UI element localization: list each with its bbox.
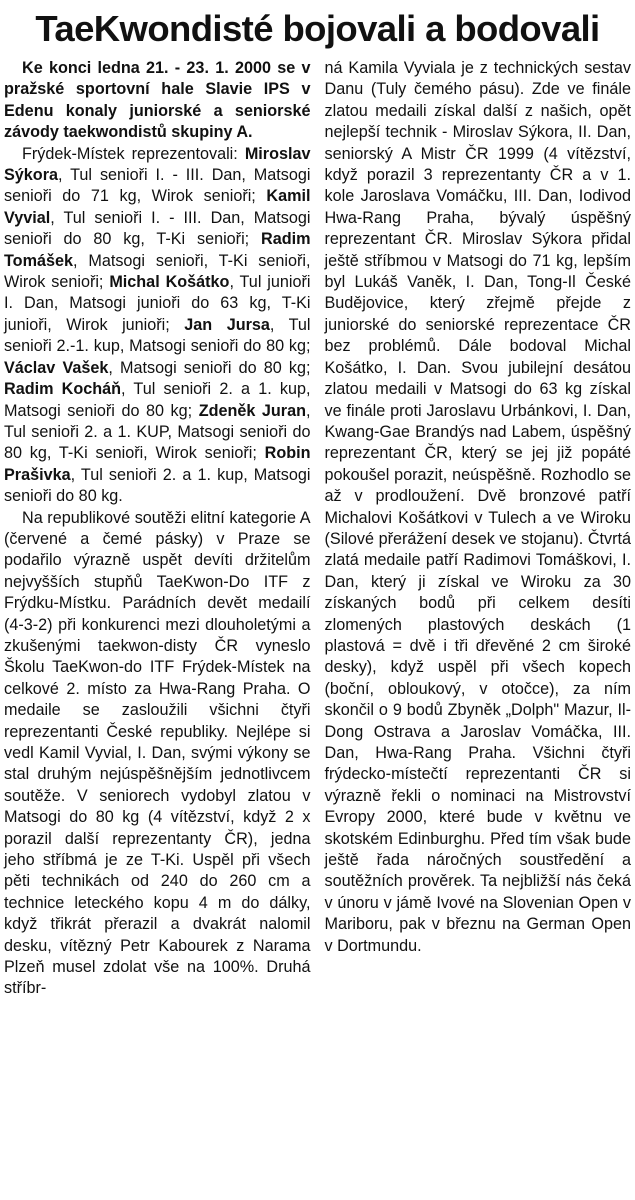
athlete-events: , Tul senioři I. - III. Dan, Matsogi senioři do 80 kg, T-Ki senioři; [4, 208, 311, 249]
athlete-events: , Tul senioři 2. a 1. kup, Matsogi senioři do 80 kg; [4, 380, 311, 420]
athlete-name: Radim Tomášek [4, 230, 311, 270]
roster-intro: Frýdek-Místek reprezentovali: [22, 144, 245, 163]
athlete-name: Kamil Vyvial [4, 187, 311, 227]
athlete-name: Robin Prašivka [4, 444, 311, 484]
right-column [325, 58, 632, 1000]
athlete-name: Radim Kocháň [4, 380, 122, 399]
athlete-name: Jan Jursa [184, 315, 270, 334]
athlete-name: Miroslav Sýkora [4, 144, 311, 185]
athlete-name: Michal Košátko [109, 273, 230, 292]
headline: TaeKwondisté bojovali a bodovali [35, 8, 600, 49]
results-paragraph: Na republikové soutěži elitní kategorie A (červené a čemé pásky) v Praze se podařilo výrazně uspět devíti držitelům nejvyšších stupňů TaeKwon-Do ITF z Frýdku-Místku. Parádních devět medailí (4-3-2) při konkurenci mezi dlouholetými a zkušenými taekwon-disty ČR vyneslo Školu TaeKwon-do ITF Frýdek-Místek na celkové 2. místo za Hwa-Rang Praha. O medaile se zasloužili všichni čtyři reprezentanti České republiky. Nejlépe si vedl Kamil Vyvial, I. Dan, svými výkony se stal druhým nejúspěšnějším jednotlivcem soutěže. V seniorech vydobyl zlatou v Matsogi do 80 kg (4 vítězství, když 2 x porazil další reprezentanty ČR), jedna jeho stříbmá je ze T-Ki. Uspěl při všech pěti technikách od 240 do 260 cm a technice leteckého kopu 4 m do dálky, když třikrát přerazil a dvakrát nalomil desku, vítězný Petr Kabourek z Narama Plzeň musel zdolat vše na 100%. Druhá stříbr- [4, 508, 311, 998]
athlete-events: , Tul senioři 2.-1. kup, Matsogi senioři do 80 kg; [4, 315, 311, 356]
athlete-events: , Tul senioři I. - III. Dan, Matsogi senioři do 71 kg, Wirok senioři; [4, 166, 311, 206]
left-column [4, 58, 311, 1000]
athlete-events: , Tul junioři I. Dan, Matsogi junioři do 63 kg, T-Ki junioři, Wirok junioři; [4, 273, 311, 334]
article-body [4, 58, 631, 1000]
athlete-events: , Matsogi senioři do 80 kg; [108, 358, 311, 377]
lead-paragraph: Ke konci ledna 21. - 23. 1. 2000 se v pražské sportovní hale Slavie IPS v Edenu konaly juniorské a seniorské závody taekwondistů skupiny A. [4, 59, 311, 142]
athlete-name: Václav Vašek [4, 358, 109, 377]
athlete-events: , Tul senioři 2. a 1. kup, Matsogi senioři do 80 kg. [4, 465, 311, 506]
results-continued-paragraph: ná Kamila Vyviala je z technických sestav Danu (Tuly čemého pásu). Zde ve finále zlatou medaili získal další z našich, opět nejlepší technik - Miroslav Sýkora, II. Dan, seniorský A Mistr ČR 1999 (4 vítězství, když porazil 3 reprezentanty ČR a v 1. kole Jaroslava Vomáčku, III. Dan, Iodivod Hwa-Rang Praha, bývalý úspěšný reprezentant ČR. Miroslav Sýkora přidal ještě stříbmou v Matsogi do 71 kg, lepším byl Lukáš Vaněk, I. Dan, Tong-Il České Budějovice, který zřejmě přejde z juniorské do seniorské reprezentace ČR bez problémů. Dále bodoval Michal Košátko, I. Dan. Svou jubilejní desátou zlatou medaili v Matsogi do 63 kg získal ve finále proti Jaroslavu Urbánkovi, I. Dan, Kwang-Gae Brandýs nad Labem, úspěšný reprezentant ČR, který se jej již popáté pokoušel porazit, neúspěšně. Rozhodlo se až v prodloužení. Dvě bronzové patří Michalovi Košátkovi v Tulech a ve Wiroku (Silové přerážení desek ve stojanu). Čtvrtá zlatá medaile patří Radimovi Tomáškovi, I. Dan, který ji získal ve Wiroku za 30 získaných bodů při celkem desíti zlomených plastových deskách (1 plastová = dvě i tři dřevěné 2 cm široké desky), když uspěl při všech kopech (boční, obloukový, v otočce), za ním skončil o 9 bodů Zbyněk „Dolph" Mazur, Il-Dong Ostrava a Jaroslav Vomáčka, III. Dan, Hwa-Rang Praha. Všichni čtyři frýdecko-místečtí reprezentanti ČR si výrazně řekli o nominaci na Mistrovství Evropy 2000, které bude v květnu ve skotském Edinburghu. Před tím však bude ještě řada náročných soustředění a soutěžních prověrek. Ta nejbližší nás čeká v únoru v jámě Ivové na Slovenian Open v Mariboru, pak v březnu na German Open v Dortmundu. [324, 59, 631, 955]
athlete-events: , Matsogi senioři, T-Ki senioři, Wirok senioři; [4, 251, 311, 292]
athlete-events: , Tul senioři 2. a 1. KUP, Matsogi senioři do 80 kg, T-Ki senioři, Wirok senioři; [4, 401, 311, 463]
athlete-name: Zdeněk Juran [198, 401, 306, 420]
team-roster-paragraph [4, 144, 311, 508]
